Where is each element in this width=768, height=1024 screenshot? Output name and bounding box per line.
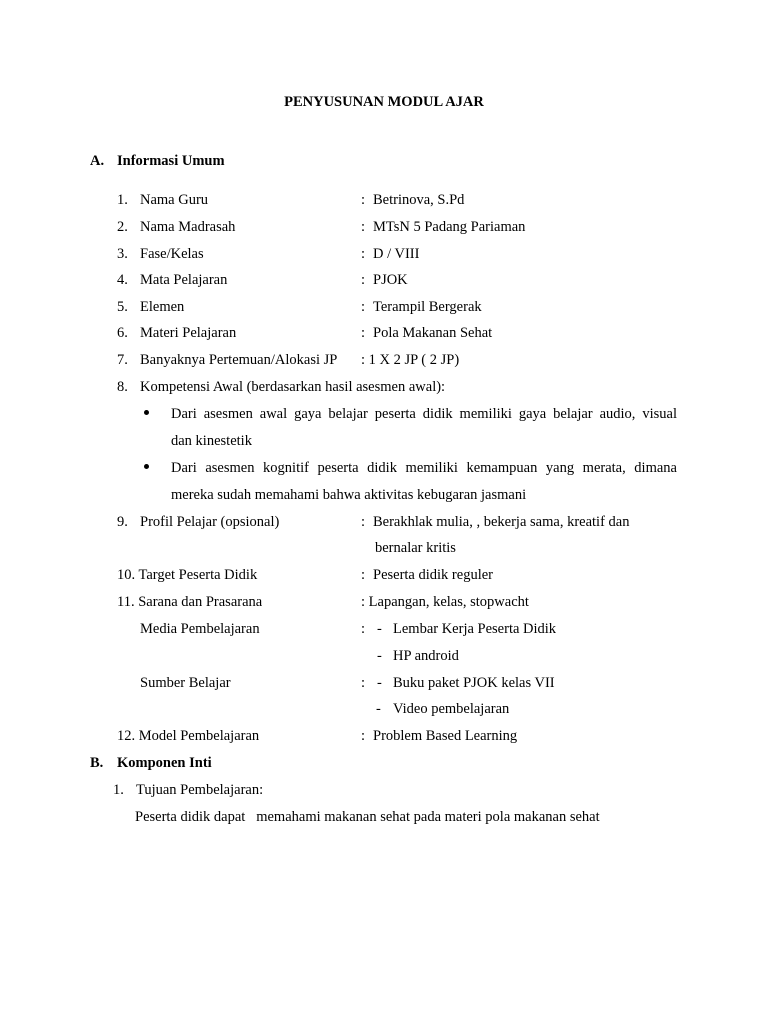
item-number: 3. xyxy=(117,246,128,262)
dash-marker: - xyxy=(377,621,382,637)
media-label: Media Pembelajaran xyxy=(140,621,260,637)
item-label: Elemen xyxy=(140,299,185,315)
item-value: Pola Makanan Sehat xyxy=(373,325,493,341)
section-b-heading: Komponen Inti xyxy=(117,755,212,771)
item-colon: : xyxy=(361,325,366,341)
bullet-text-line: Dari asesmen awal gaya belajar peserta didik memiliki gaya belajar audio, visual xyxy=(171,406,677,422)
item-value-continued: bernalar kritis xyxy=(375,540,456,556)
item-label: 12. Model Pembelajaran xyxy=(117,728,260,744)
bullet-text-line: dan kinestetik xyxy=(171,433,252,449)
dash-marker: - xyxy=(377,675,382,691)
item-value: D / VIII xyxy=(373,246,420,262)
item-label: Mata Pelajaran xyxy=(140,272,228,288)
tujuan-label: Tujuan Pembelajaran: xyxy=(136,782,264,798)
tujuan-number: 1. xyxy=(113,782,124,798)
item-number: 1. xyxy=(117,192,128,208)
item-number: 6. xyxy=(117,325,128,341)
item-colon: : xyxy=(361,272,366,288)
item-colon: : xyxy=(361,621,366,637)
bullet-text-line: mereka sudah memahami bahwa aktivitas kebugaran jasmani xyxy=(171,487,527,503)
bullet-dot xyxy=(144,410,149,415)
section-a-heading: Informasi Umum xyxy=(117,153,225,169)
bullet-dot xyxy=(144,464,149,469)
item-number: 4. xyxy=(117,272,128,288)
item-label: Nama Guru xyxy=(140,192,209,208)
tujuan-text: Peserta didik dapat memahami makanan sehat pada materi pola makanan sehat xyxy=(135,809,600,825)
item-number: 5. xyxy=(117,299,128,315)
item-colon: : xyxy=(361,192,366,208)
item-number: 9. xyxy=(117,514,128,530)
item-label: Kompetensi Awal (berdasarkan hasil asesmen awal): xyxy=(140,379,446,395)
item-value: : Lapangan, kelas, stopwacht xyxy=(361,594,529,610)
sumber-item: Buku paket PJOK kelas VII xyxy=(393,675,555,691)
item-value: Terampil Bergerak xyxy=(373,299,482,315)
item-colon: : xyxy=(361,514,366,530)
item-label: 11. Sarana dan Prasarana xyxy=(117,594,263,610)
item-value: Betrinova, S.Pd xyxy=(373,192,465,208)
media-item: Lembar Kerja Peserta Didik xyxy=(393,621,557,637)
section-b-letter: B. xyxy=(90,755,104,771)
item-value: Berakhlak mulia, , bekerja sama, kreatif dan xyxy=(373,514,630,530)
document-title: PENYUSUNAN MODUL AJAR xyxy=(284,94,484,110)
item-number: 8. xyxy=(117,379,128,395)
item-value: : 1 X 2 JP ( 2 JP) xyxy=(361,352,460,368)
item-colon: : xyxy=(361,299,366,315)
item-value: Peserta didik reguler xyxy=(373,567,493,583)
item-colon: : xyxy=(361,675,366,691)
section-a-letter: A. xyxy=(90,153,105,169)
item-label: Fase/Kelas xyxy=(140,246,204,262)
item-label: Nama Madrasah xyxy=(140,219,236,235)
item-label: Materi Pelajaran xyxy=(140,325,237,341)
media-item: HP android xyxy=(393,648,459,664)
item-colon: : xyxy=(361,567,366,583)
item-number: 7. xyxy=(117,352,128,368)
sumber-item: Video pembelajaran xyxy=(393,701,510,717)
item-label: 10. Target Peserta Didik xyxy=(117,567,258,583)
item-colon: : xyxy=(361,246,366,262)
bullet-text-line: Dari asesmen kognitif peserta didik memiliki kemampuan yang merata, dimana xyxy=(171,460,677,476)
sumber-label: Sumber Belajar xyxy=(140,675,231,691)
dash-marker: - xyxy=(377,648,382,664)
item-label: Banyaknya Pertemuan/Alokasi JP xyxy=(140,352,338,368)
dash-marker: - xyxy=(376,701,381,717)
item-colon: : xyxy=(361,728,366,744)
item-colon: : xyxy=(361,219,366,235)
item-value: MTsN 5 Padang Pariaman xyxy=(373,219,526,235)
item-value: Problem Based Learning xyxy=(373,728,518,744)
item-value: PJOK xyxy=(373,272,408,288)
item-number: 2. xyxy=(117,219,128,235)
item-label: Profil Pelajar (opsional) xyxy=(140,514,280,530)
